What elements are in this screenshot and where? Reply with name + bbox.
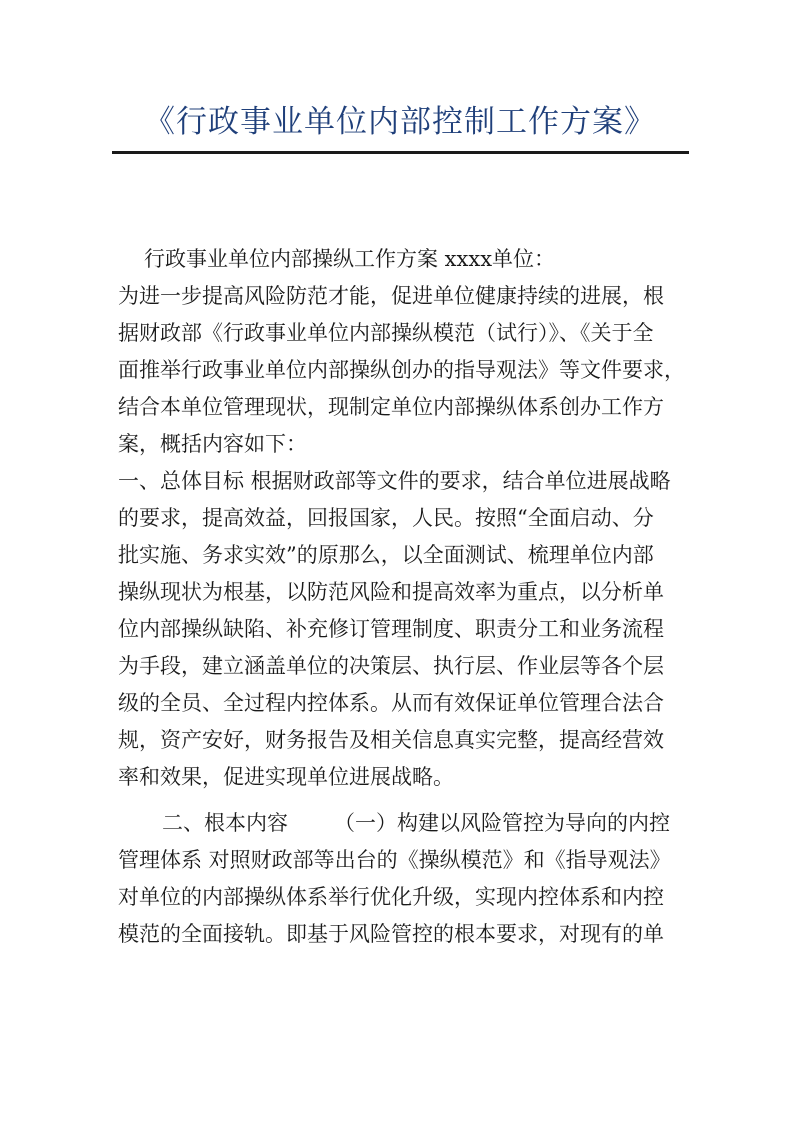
body-line: 位内部操纵缺陷、补充修订管理制度、职责分工和业务流程 [118,617,664,641]
body-line: 案，概括内容如下： [118,432,307,456]
body-line: 率和效果，促进实现单位进展战略。 [118,765,454,789]
body-line: 结合本单位管理现状，现制定单位内部操纵体系创办工作方 [118,395,664,419]
body-line: 一、总体目标 根据财政部等文件的要求，结合单位进展战略 [118,469,671,493]
body-line: 为进一步提高风险防范才能，促进单位健康持续的进展，根 [118,284,664,308]
body-line: 规，资产安好，财务报告及相关信息真实完整，提高经营效 [118,728,664,752]
body-line: 对单位的内部操纵体系举行优化升级，实现内控体系和内控 [118,885,664,909]
body-line: 模范的全面接轨。即基于风险管控的根本要求，对现有的单 [118,922,664,946]
body-line: 为手段，建立涵盖单位的决策层、执行层、作业层等各个层 [118,654,664,678]
body-line: 的要求，提高效益，回报国家，人民。按照“全面启动、分 [118,506,654,530]
section-heading-line [118,805,684,842]
section-heading: 二、根本内容 [162,811,288,835]
body-line: 面推举行政事业单位内部操纵创办的指导观法》等文件要求， [118,358,685,382]
body-line: 操纵现状为根基，以防范风险和提高效率为重点，以分析单 [118,580,664,604]
body-line: 级的全员、全过程内控体系。从而有效保证单位管理合法合 [118,691,664,715]
document-body [118,241,684,953]
body-line: 管理体系 对照财政部等出台的《操纵模范》和《指导观法》 [118,848,671,872]
section-subheading: （一）构建以风险管控为导向的内控 [334,811,670,835]
document-title: 《行政事业单位内部控制工作方案》 [144,104,656,140]
body-line: 批实施、务求实效”的原那么，以全面测试、梳理单位内部 [118,543,654,567]
title-underline [112,151,689,154]
body-line: 行政事业单位内部操纵工作方案 xxxx单位： [144,247,556,271]
body-line: 据财政部《行政事业单位内部操纵模范（试行）》、《关于全 [118,321,654,345]
